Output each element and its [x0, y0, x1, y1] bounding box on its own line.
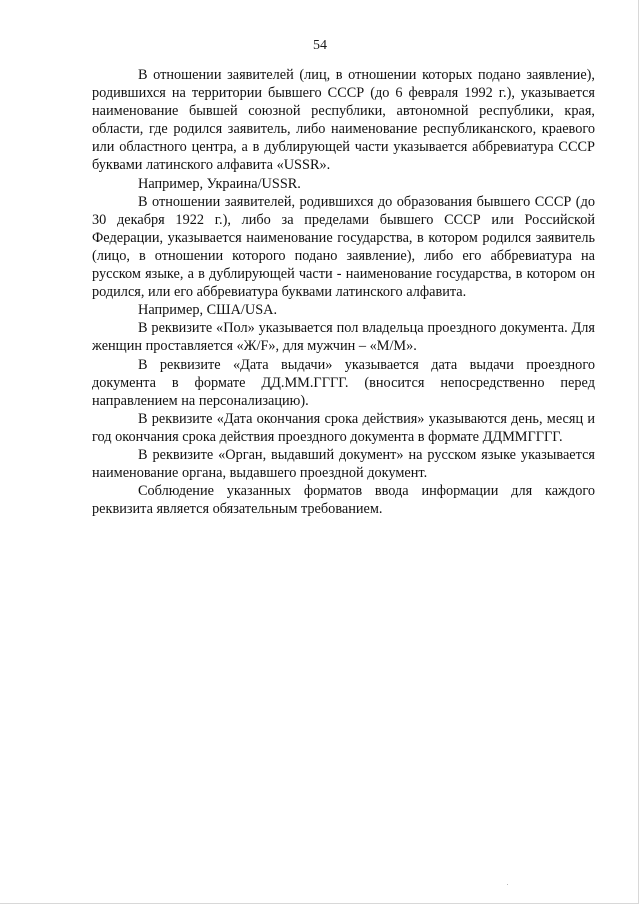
document-body [92, 66, 595, 518]
paragraph-expiry-date: В реквизите «Дата окончания срока действия» указываются день, месяц и год окончания срока действия проездного документа в формате ДДММГГГГ. [92, 410, 595, 445]
paragraph-birthplace-ussr: В отношении заявителей (лиц, в отношении которых подано заявление), родившихся на территории бывшего СССР (до 6 февраля 1992 г.), указывается наименование бывшей союзной республики, автономной республики, края, области, где родился заявитель, либо наименование республиканского, краевого или областного центра, а в дублирующей части указывается аббревиатура СССР буквами латинского алфавита «USSR». [92, 67, 595, 174]
paragraph-birthplace-foreign: В отношении заявителей, родившихся до образования бывшего СССР (до 30 декабря 1922 г.), либо за пределами бывшего СССР или Российской Федерации, указывается наименование государства, в котором родился заявитель (лицо, в отношении которого подано заявление), либо его аббревиатура на русском языке, а в дублирующей части - наименование государства, в котором он родился, или его аббревиатура буквами латинского алфавита. [92, 193, 595, 301]
paragraph-issuing-authority: В реквизите «Орган, выдавший документ» на русском языке указывается наименование органа, выдавшего проездной документ. [92, 446, 595, 482]
paragraph-example-usa: Например, США/USA. [138, 302, 278, 319]
paragraph-example-ukraine: Например, Украина/USSR. [138, 175, 301, 192]
scan-speck [507, 884, 508, 885]
paragraph-issue-date: В реквизите «Дата выдачи» указывается дата выдачи проездного документа в формате ДД.ММ.ГГГГ. (вносится непосредственно перед направлением на персонализацию). [92, 356, 595, 409]
paragraph-sex-field: В реквизите «Пол» указывается пол владельца проездного документа. Для женщин проставляется «Ж/F», для мужчин – «М/М». [92, 320, 595, 355]
paragraph-format-requirement: Соблюдение указанных форматов ввода информации для каждого реквизита является обязательным требованием. [92, 483, 595, 518]
page-number: 54 [313, 38, 327, 53]
